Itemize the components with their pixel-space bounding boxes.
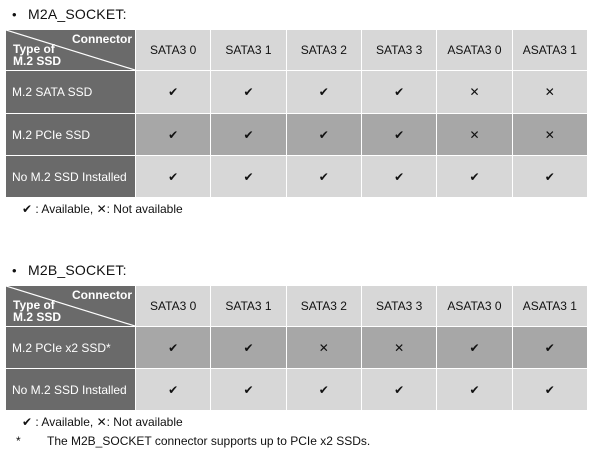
column-header: SATA3 0 <box>136 286 211 327</box>
column-header: ASATA3 1 <box>512 286 587 327</box>
bullet-icon: • <box>12 7 17 22</box>
table-cell: ✔ <box>286 114 361 156</box>
table-cell: ✕ <box>512 71 587 114</box>
column-header: SATA3 1 <box>211 30 286 71</box>
bullet-icon: • <box>12 263 17 278</box>
table-cell: ✔ <box>136 156 211 198</box>
table-cell: ✔ <box>286 156 361 198</box>
legend-m2b <box>22 415 183 429</box>
table-cell: ✔ <box>136 114 211 156</box>
header-row <box>6 30 588 71</box>
table-cell: ✔ <box>211 327 286 369</box>
row-label: M.2 SATA SSD <box>6 71 136 114</box>
header-row <box>6 286 588 327</box>
table-cell: ✔ <box>512 327 587 369</box>
section-title-text: M2A_SOCKET: <box>28 6 127 22</box>
footnote-text: The M2B_SOCKET connector supports up to PCIe x2 SSDs. <box>47 434 371 448</box>
table-cell: ✔ <box>211 114 286 156</box>
table-cell: ✕ <box>437 114 512 156</box>
table-row <box>6 71 588 114</box>
table-cell: ✕ <box>286 327 361 369</box>
table-cell: ✕ <box>512 114 587 156</box>
available-check-icon: ✔ <box>22 415 33 429</box>
table-cell: ✕ <box>361 327 436 369</box>
section-title-m2a <box>12 6 127 22</box>
not-available-cross-icon: ✕ <box>96 202 107 216</box>
available-check-icon: ✔ <box>22 202 33 216</box>
table-cell: ✔ <box>437 327 512 369</box>
column-header: SATA3 2 <box>286 286 361 327</box>
column-header: ASATA3 0 <box>437 30 512 71</box>
corner-connector-label: Connector <box>72 32 132 46</box>
table-cell: ✔ <box>286 71 361 114</box>
table-corner-cell <box>6 286 136 327</box>
table-row <box>6 327 588 369</box>
table-corner-cell <box>6 30 136 71</box>
table-cell: ✔ <box>211 71 286 114</box>
table-cell: ✔ <box>361 114 436 156</box>
section-title-m2b <box>12 262 127 278</box>
table-row <box>6 114 588 156</box>
section-title-text: M2B_SOCKET: <box>28 262 127 278</box>
column-header: SATA3 0 <box>136 30 211 71</box>
row-label: M.2 PCIe x2 SSD* <box>6 327 136 369</box>
row-label: M.2 PCIe SSD <box>6 114 136 156</box>
m2a-compatibility-table <box>5 29 588 198</box>
corner-type-label: Type of M.2 SSD <box>13 298 62 324</box>
legend-m2a <box>22 202 183 216</box>
table-cell: ✔ <box>286 369 361 411</box>
column-header: SATA3 3 <box>361 30 436 71</box>
column-header: ASATA3 1 <box>512 30 587 71</box>
table-cell: ✔ <box>211 156 286 198</box>
corner-connector-label: Connector <box>72 288 132 302</box>
footnote <box>16 434 370 448</box>
column-header: SATA3 2 <box>286 30 361 71</box>
column-header: SATA3 3 <box>361 286 436 327</box>
table-row <box>6 369 588 411</box>
column-header: SATA3 1 <box>211 286 286 327</box>
m2b-compatibility-table <box>5 285 588 411</box>
table-cell: ✔ <box>136 369 211 411</box>
table-cell: ✔ <box>361 71 436 114</box>
table-cell: ✔ <box>136 71 211 114</box>
table-cell: ✔ <box>361 156 436 198</box>
corner-type-label: Type of M.2 SSD <box>13 42 62 68</box>
legend-not-available-label: : Not available <box>106 415 183 429</box>
row-label: No M.2 SSD Installed <box>6 156 136 198</box>
legend-available-label: : Available, <box>35 202 94 216</box>
row-label: No M.2 SSD Installed <box>6 369 136 411</box>
table-cell: ✔ <box>361 369 436 411</box>
table-cell: ✔ <box>437 156 512 198</box>
legend-available-label: : Available, <box>35 415 94 429</box>
footnote-marker: * <box>16 434 21 448</box>
table-row <box>6 156 588 198</box>
table-cell: ✕ <box>437 71 512 114</box>
table-cell: ✔ <box>136 327 211 369</box>
table-cell: ✔ <box>211 369 286 411</box>
table-cell: ✔ <box>437 369 512 411</box>
table-cell: ✔ <box>512 369 587 411</box>
not-available-cross-icon: ✕ <box>96 415 107 429</box>
table-cell: ✔ <box>512 156 587 198</box>
column-header: ASATA3 0 <box>437 286 512 327</box>
legend-not-available-label: : Not available <box>106 202 183 216</box>
